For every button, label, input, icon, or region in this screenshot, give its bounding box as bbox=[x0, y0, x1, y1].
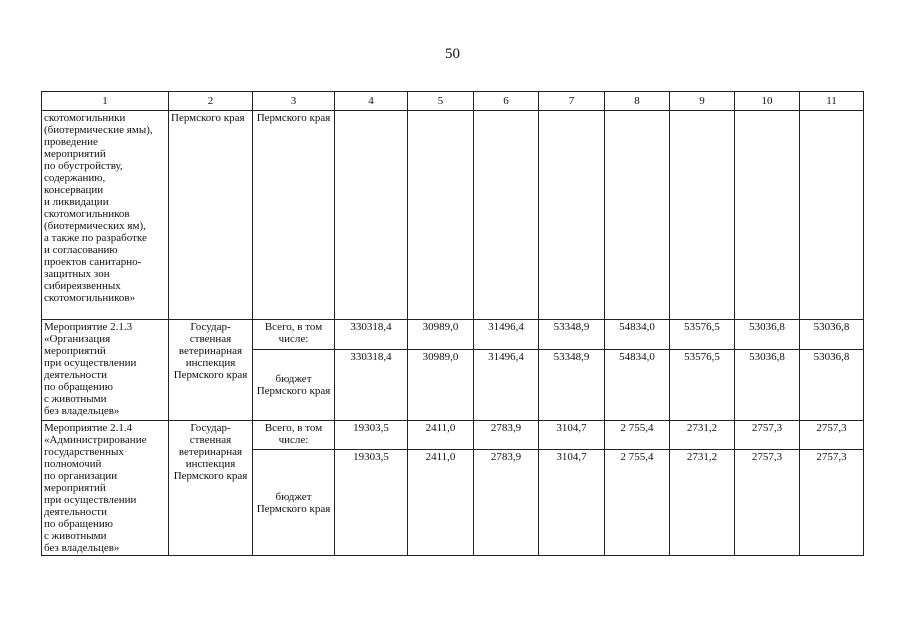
activity-description: Мероприятие 2.1.3 «Организация мероприятий при осуществлении деятельности по обращению с животными без владельцев» bbox=[42, 320, 169, 421]
value-cell: 31496,4 bbox=[474, 350, 539, 421]
table-row bbox=[42, 111, 864, 320]
value-cell: 2757,3 bbox=[800, 421, 864, 450]
table-row bbox=[42, 320, 864, 350]
column-header: 11 bbox=[800, 92, 864, 111]
value-cell: 53348,9 bbox=[539, 350, 605, 421]
value-cell: 2757,3 bbox=[800, 450, 864, 556]
value-cell: 2783,9 bbox=[474, 450, 539, 556]
value-cell: 330318,4 bbox=[335, 350, 408, 421]
value-cell: 330318,4 bbox=[335, 320, 408, 350]
value-cell: 2731,2 bbox=[670, 450, 735, 556]
value-cell: 54834,0 bbox=[605, 320, 670, 350]
value-cell: 2783,9 bbox=[474, 421, 539, 450]
value-cell: 2 755,4 bbox=[605, 450, 670, 556]
column-header: 3 bbox=[253, 92, 335, 111]
value-cell: 54834,0 bbox=[605, 350, 670, 421]
column-header: 1 bbox=[42, 92, 169, 111]
value-cell bbox=[335, 111, 408, 320]
value-cell: 2757,3 bbox=[735, 450, 800, 556]
executor-cell: Государ- ственная ветеринарная инспекция Пермского края bbox=[169, 421, 253, 556]
value-cell: 53348,9 bbox=[539, 320, 605, 350]
value-cell: 53036,8 bbox=[800, 320, 864, 350]
column-header: 10 bbox=[735, 92, 800, 111]
budget-table bbox=[41, 91, 864, 556]
value-cell: 2411,0 bbox=[408, 450, 474, 556]
funding-source-cell: бюджет Пермского края bbox=[253, 350, 335, 421]
table-header-row bbox=[42, 92, 864, 111]
value-cell: 53576,5 bbox=[670, 320, 735, 350]
value-cell: 53576,5 bbox=[670, 350, 735, 421]
funding-source-cell: Пермского края bbox=[253, 111, 335, 320]
value-cell: 2731,2 bbox=[670, 421, 735, 450]
value-cell: 30989,0 bbox=[408, 320, 474, 350]
value-cell: 3104,7 bbox=[539, 421, 605, 450]
column-header: 6 bbox=[474, 92, 539, 111]
value-cell: 19303,5 bbox=[335, 450, 408, 556]
value-cell bbox=[670, 111, 735, 320]
activity-description: скотомогильники (биотермические ямы), проведение мероприятий по обустройству, содержанию, консервации и ликвидации скотомогильников (биотермических ям), а также по разработке и согласованию проектов санитарно- защитных зон сибиреязвенных скотомогильников» bbox=[42, 111, 169, 320]
value-cell: 2411,0 bbox=[408, 421, 474, 450]
value-cell bbox=[474, 111, 539, 320]
column-header: 2 bbox=[169, 92, 253, 111]
funding-source-cell: Всего, в том числе: bbox=[253, 320, 335, 350]
funding-source-cell: Всего, в том числе: bbox=[253, 421, 335, 450]
value-cell bbox=[735, 111, 800, 320]
value-cell bbox=[408, 111, 474, 320]
value-cell: 19303,5 bbox=[335, 421, 408, 450]
column-header: 8 bbox=[605, 92, 670, 111]
value-cell: 30989,0 bbox=[408, 350, 474, 421]
value-cell: 31496,4 bbox=[474, 320, 539, 350]
value-cell: 53036,8 bbox=[735, 320, 800, 350]
column-header: 5 bbox=[408, 92, 474, 111]
value-cell: 2 755,4 bbox=[605, 421, 670, 450]
value-cell bbox=[605, 111, 670, 320]
executor-cell: Пермского края bbox=[169, 111, 253, 320]
page-number: 50 bbox=[445, 46, 460, 62]
value-cell bbox=[800, 111, 864, 320]
executor-cell: Государ- ственная ветеринарная инспекция Пермского края bbox=[169, 320, 253, 421]
value-cell: 2757,3 bbox=[735, 421, 800, 450]
value-cell: 53036,8 bbox=[800, 350, 864, 421]
value-cell bbox=[539, 111, 605, 320]
column-header: 7 bbox=[539, 92, 605, 111]
activity-description: Мероприятие 2.1.4 «Администрирование государственных полномочий по организации мероприятий при осуществлении деятельности по обращению с животными без владельцев» bbox=[42, 421, 169, 556]
column-header: 4 bbox=[335, 92, 408, 111]
value-cell: 53036,8 bbox=[735, 350, 800, 421]
table-row bbox=[42, 421, 864, 450]
value-cell: 3104,7 bbox=[539, 450, 605, 556]
column-header: 9 bbox=[670, 92, 735, 111]
funding-source-cell: бюджет Пермского края bbox=[253, 450, 335, 556]
